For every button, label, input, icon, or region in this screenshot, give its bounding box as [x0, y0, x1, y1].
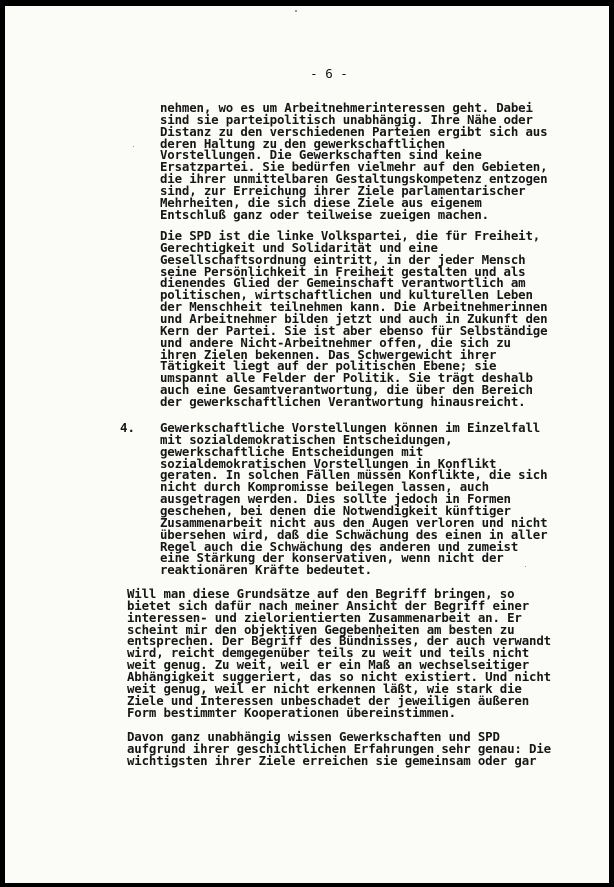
text-line: umspannt alle Felder der Politik. Sie trägt deshalb [160, 370, 533, 386]
text-line: Kern der Partei. Sie ist aber ebenso für Selbständige [160, 322, 548, 338]
text-line: übersehen wird, daß die Schwächung des einen in aller [160, 526, 548, 542]
text-line: wird, reicht demgegenüber teils zu weit und teils nicht [127, 645, 530, 661]
document-page [5, 6, 609, 883]
text-line: Vorstellungen. Die Gewerkschaften sind keine [160, 147, 482, 163]
scan-speck [525, 566, 526, 567]
text-line: entsprechen. Der Begriff des Bündnisses, der auch verwandt [127, 633, 551, 649]
page-number: - 6 - [310, 66, 348, 81]
text-line: auch eine Gesamtverantwortung, die über den Bereich [160, 382, 533, 398]
text-line: eine Stärkung der konservativen, wenn nicht der [160, 550, 504, 566]
text-line: die ihrer unmittelbaren Gestaltungskompetenz entzogen [160, 171, 548, 187]
text-line: der gewerkschaftlichen Verantwortung hinausreicht. [160, 393, 526, 409]
text-line: bietet sich dafür nach meiner Ansicht der Begriff einer [127, 597, 530, 613]
list-number: 4. [120, 420, 135, 435]
text-line: weit genug. Zu weit, weil er ein Maß an wechselseitiger [127, 657, 530, 673]
text-line: Gewerkschaftliche Vorstellungen können im Einzelfall [160, 420, 541, 435]
text-line: Regel auch die Schwächung des anderen und zumeist [160, 538, 519, 554]
text-line: wichtigsten ihrer Ziele erreichen sie gemeinsam oder gar [127, 752, 537, 768]
scan-speck [133, 146, 134, 147]
text-line: sind, zur Erreichung ihrer Ziele parlamentarischer [160, 182, 526, 198]
text-line: Ersatzpartei. Sie bedürfen vielmehr auf den Gebieten, [160, 159, 548, 175]
text-line: Distanz zu den verschiedenen Parteien ergibt sich aus [160, 123, 548, 139]
text-line: deren Haltung zu den gewerkschaftlichen [160, 135, 446, 151]
text-line: mit sozialdemokratischen Entscheidungen, [160, 431, 453, 447]
text-line: interessen- und zielorientierten Zusammenarbeit an. Er [127, 609, 522, 625]
scan-speck [295, 10, 297, 12]
text-line: und Arbeitnehmer bilden jetzt und auch in Zukunft den [160, 310, 548, 326]
text-line: der Menschheit teilnehmen kann. Die Arbeitnehmerinnen [160, 299, 548, 315]
text-line: politischen, wirtschaftlichen und kulturellen Leben [160, 287, 533, 303]
text-line: aufgrund ihrer geschichtlichen Erfahrungen sehr genau: Die [127, 740, 551, 756]
text-line: gewerkschaftliche Entscheidungen mit [160, 443, 424, 459]
text-line: ihren Zielen bekennen. Das Schwergewicht ihrer [160, 346, 497, 362]
text-line: dienendes Glied der Gemeinschaft verantwortlich am [160, 275, 526, 291]
text-line: Ziele und Interessen unbeschadet der jeweiligen äußeren [127, 692, 530, 708]
text-line: ausgetragen werden. Dies sollte jedoch in Formen [160, 491, 511, 507]
text-line: Mehrheiten, die sich diese Ziele aus eigenem [160, 194, 482, 210]
text-line: reaktionären Kräfte bedeutet. [160, 562, 372, 578]
text-line: Will man diese Grundsätze auf den Begriff bringen, so [127, 586, 515, 601]
text-line: nehmen, wo es um Arbeitnehmerinteressen geht. Dabei [160, 100, 533, 115]
text-line: sozialdemokratischen Vorstellungen in Konflikt [160, 455, 497, 471]
text-line: Form bestimmter Kooperationen übereinstimmen. [127, 704, 456, 720]
text-line: Entschluß ganz oder teilweise zueigen machen. [160, 206, 489, 222]
text-line: und andere Nicht-Arbeitnehmer offen, die sich zu [160, 334, 511, 350]
text-line: Abhängigkeit suggeriert, das so nicht existiert. Und nicht [127, 668, 551, 684]
text-line: Davon ganz unabhängig wissen Gewerkschaften und SPD [127, 729, 500, 744]
text-line: geschehen, bei denen die Notwendigkeit künftiger [160, 502, 511, 518]
text-line: Zusammenarbeit nicht aus den Augen verloren und nicht [160, 514, 548, 530]
text-line: nicht durch Kompromisse beilegen lassen, auch [160, 479, 489, 495]
text-line: geraten. In solchen Fällen müssen Konflikte, die sich [160, 467, 548, 483]
text-line: Gesellschaftsordnung eintritt, in der jeder Mensch [160, 251, 526, 267]
text-line: scheint mir den objektiven Gegebenheiten am besten zu [127, 621, 515, 637]
text-line: weit genug, weil er nicht erkennen läßt, wie stark die [127, 680, 522, 696]
text-line: Gerechtigkeit und Solidarität und eine [160, 239, 438, 255]
text-line: sind sie parteipolitisch unabhängig. Ihre Nähe oder [160, 111, 533, 127]
text-line: Tätigkeit liegt auf der politischen Ebene; sie [160, 358, 497, 374]
text-line: Die SPD ist die linke Volkspartei, die für Freiheit, [160, 228, 541, 243]
text-line: seine Persönlichkeit in Freiheit gestalten und als [160, 263, 526, 279]
